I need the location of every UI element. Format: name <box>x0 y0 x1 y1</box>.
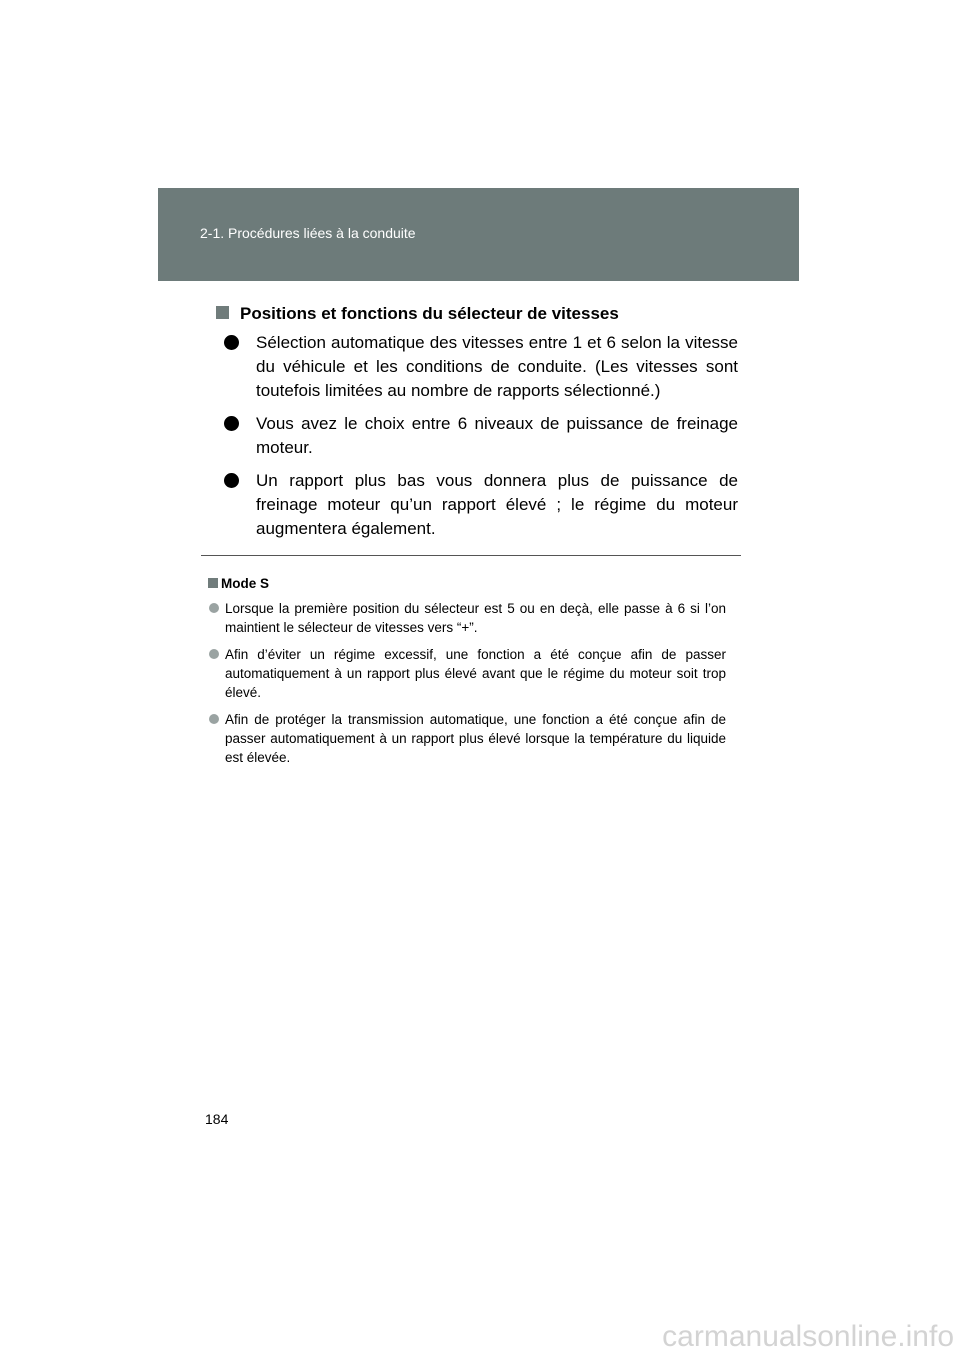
section-header-band <box>158 188 799 281</box>
divider <box>201 555 741 556</box>
round-bullet-icon <box>209 603 219 613</box>
bullet-list <box>216 331 738 541</box>
note-item-text: Lorsque la première position du sélecteur est 5 ou en deçà, elle passe à 6 si l’on maintient le sélecteur de vitesses vers “+”. <box>225 601 726 635</box>
round-bullet-icon <box>224 473 239 488</box>
list-item-text: Un rapport plus bas vous donnera plus de puissance de freinage moteur qu’un rapport élevé ; le régime du moteur augmentera également. <box>256 471 738 538</box>
list-item <box>216 331 738 403</box>
notes-section <box>208 575 726 775</box>
note-item-text: Afin de protéger la transmission automatique, une fonction a été conçue afin de passer automatiquement à un rapport plus élevé lorsque la température du liquide est élevée. <box>225 712 726 765</box>
notes-heading-text: Mode S <box>221 576 270 591</box>
watermark: carmanualsonline.info <box>662 1320 954 1353</box>
section-heading <box>216 303 738 325</box>
section-heading-text: Positions et fonctions du sélecteur de vitesses <box>240 304 619 323</box>
round-bullet-icon <box>224 416 239 431</box>
square-bullet-icon <box>216 306 229 319</box>
notes-heading <box>208 575 726 592</box>
note-item <box>208 599 726 637</box>
page-number: 184 <box>205 1111 229 1127</box>
round-bullet-icon <box>209 714 219 724</box>
section-title: 2-1. Procédures liées à la conduite <box>200 225 416 241</box>
square-bullet-icon <box>208 578 218 588</box>
note-item <box>208 710 726 767</box>
round-bullet-icon <box>209 649 219 659</box>
list-item-text: Vous avez le choix entre 6 niveaux de puissance de freinage moteur. <box>256 414 738 457</box>
round-bullet-icon <box>224 335 239 350</box>
note-item-text: Afin d’éviter un régime excessif, une fonction a été conçue afin de passer automatiquement à un rapport plus élevé avant que le régime du moteur soit trop élevé. <box>225 647 726 700</box>
notes-list <box>208 599 726 767</box>
main-content <box>216 303 738 550</box>
note-item <box>208 645 726 702</box>
list-item <box>216 469 738 541</box>
list-item <box>216 412 738 460</box>
list-item-text: Sélection automatique des vitesses entre 1 et 6 selon la vitesse du véhicule et les conditions de conduite. (Les vitesses sont toutefois limitées au nombre de rapports sélectionné.) <box>256 333 738 400</box>
